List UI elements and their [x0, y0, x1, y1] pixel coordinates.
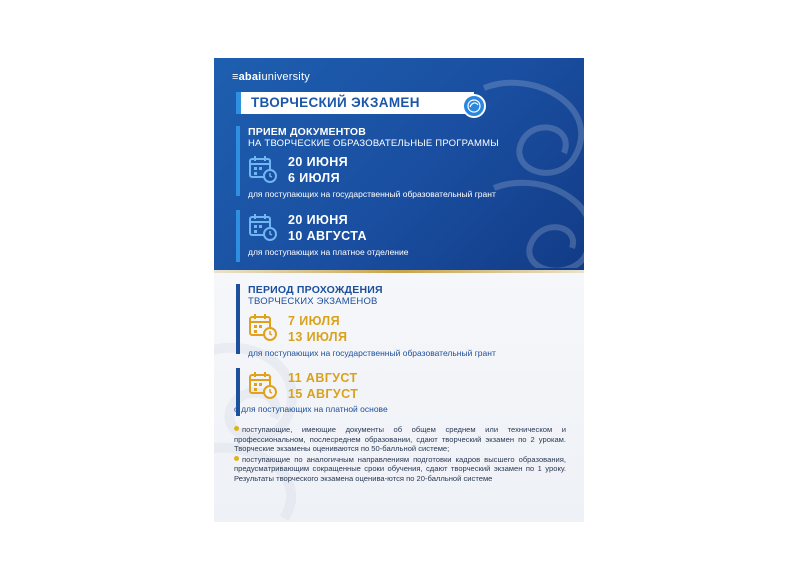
doc-grant-note: для поступающих на государственный образовательный грант: [248, 189, 496, 199]
conditions-list: [234, 425, 566, 485]
logo-mark: ≡abai: [232, 71, 262, 83]
exam-grant-start-date: 7 ИЮЛЯ: [288, 314, 340, 328]
doc-paid-note: для поступающих на платное отделение: [248, 247, 409, 257]
list-item: [234, 455, 566, 484]
exam-paid-start-date: 11 АВГУСТ: [288, 371, 358, 385]
university-logo[interactable]: [232, 71, 310, 83]
bullet-text: поступающие, имеющие документы об общем среднем или техническом и профессиональном, послесреднем образовании, сдают творческий экзамен по 2 урокам. Творческие экзамены оцениваются по 50-балльной системе;: [234, 425, 566, 454]
section-heading: ПЕРИОД ПРОХОЖДЕНИЯ: [248, 284, 383, 296]
section-subheading: ТВОРЧЕСКИХ ЭКЗАМЕНОВ: [248, 296, 378, 307]
section-subheading: НА ТВОРЧЕСКИЕ ОБРАЗОВАТЕЛЬНЫЕ ПРОГРАММЫ: [248, 138, 499, 149]
section-accent-bar: [236, 284, 240, 354]
doc-paid-end-date: 10 АВГУСТА: [288, 229, 367, 243]
calendar-clock-icon: [248, 212, 278, 242]
calendar-clock-icon: [248, 370, 278, 400]
doc-grant-end-date: 6 ИЮЛЯ: [288, 171, 340, 185]
admission-poster: [214, 58, 584, 522]
bullet-text: поступающие по аналогичным направлениям подготовки кадров высшего образования, предусматривающим сокращенные сроки обучения, сдают творческий экзамен по 1 уроку. Результаты творческого экзамена оценива-ются по 20-балльной системе: [234, 454, 566, 483]
bullet-dot-icon: [234, 426, 239, 431]
exam-paid-end-date: 15 АВГУСТ: [288, 387, 359, 401]
list-item: [234, 425, 566, 454]
section-heading: ПРИЕМ ДОКУМЕНТОВ: [248, 126, 367, 138]
page-title: ТВОРЧЕСКИЙ ЭКЗАМЕН: [251, 95, 420, 110]
logo-text: university: [261, 71, 310, 83]
exam-grant-end-date: 13 ИЮЛЯ: [288, 330, 348, 344]
section-accent-bar: [236, 210, 240, 262]
calendar-clock-icon: [248, 312, 278, 342]
exam-paid-note: о для поступающих на платной основе: [234, 404, 388, 414]
doc-grant-start-date: 20 ИЮНЯ: [288, 155, 349, 169]
doc-paid-start-date: 20 ИЮНЯ: [288, 213, 349, 227]
emblem-icon: [462, 94, 486, 118]
top-panel: [214, 58, 584, 272]
section-accent-bar: [236, 126, 240, 196]
bullet-dot-icon: [234, 456, 239, 461]
exam-grant-note: для поступающих на государственный образовательный грант: [248, 348, 496, 358]
calendar-clock-icon: [248, 154, 278, 184]
title-banner: [236, 92, 474, 114]
